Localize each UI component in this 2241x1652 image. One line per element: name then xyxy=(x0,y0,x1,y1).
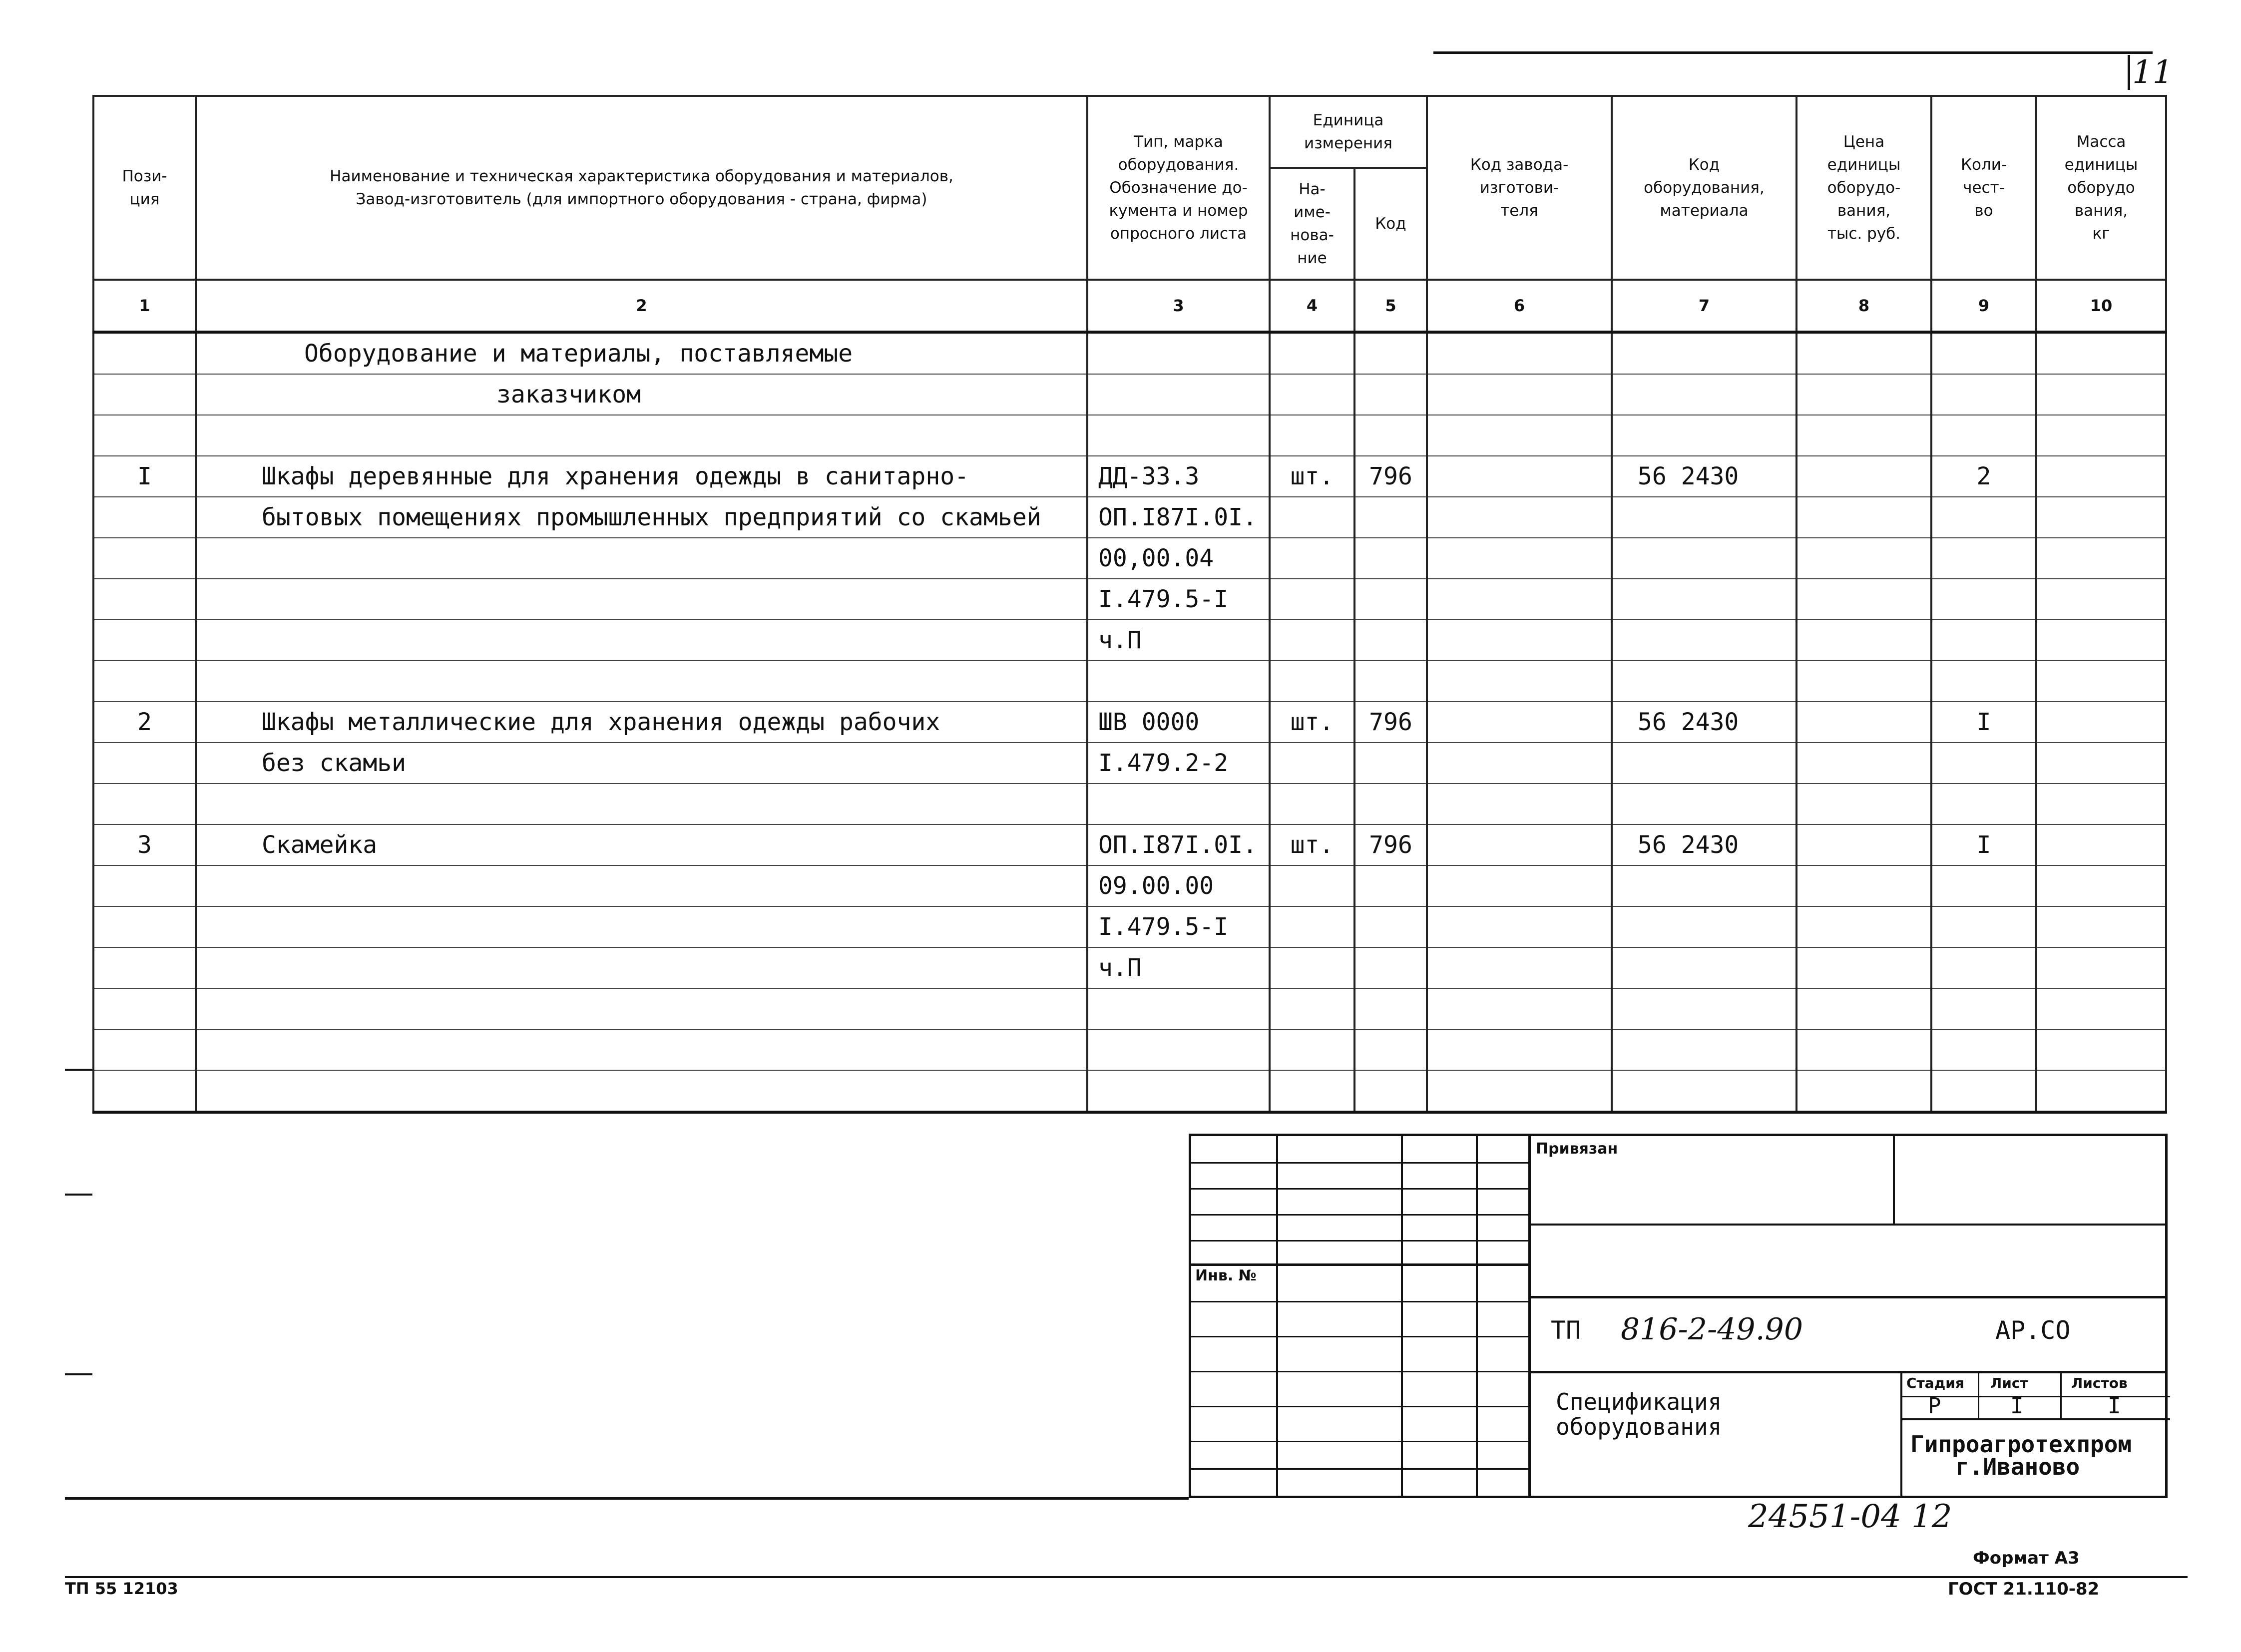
equipment-code-cell: 56 2430 xyxy=(1612,825,1796,865)
price-cell xyxy=(1796,825,1931,865)
type-cell: ч.П xyxy=(1087,947,1270,988)
quantity-cell xyxy=(1931,332,2036,374)
mass-cell xyxy=(2036,784,2166,825)
quantity-cell xyxy=(1931,1070,2036,1112)
col-number-8: 8 xyxy=(1796,280,1931,332)
plant-code-cell xyxy=(1427,497,1612,538)
unit-name-cell xyxy=(1270,620,1354,661)
mass-cell xyxy=(2036,374,2166,415)
price-cell xyxy=(1796,906,1931,947)
position-cell: I xyxy=(93,456,196,497)
header-line: На- xyxy=(1299,180,1326,198)
header-line: нова- xyxy=(1290,226,1334,244)
doc-mark: АР.СО xyxy=(1995,1316,2071,1345)
unit-name-cell: шт. xyxy=(1270,825,1354,865)
plant-code-cell xyxy=(1427,620,1612,661)
stage-value: Р xyxy=(1928,1393,1941,1419)
price-cell xyxy=(1796,456,1931,497)
price-cell xyxy=(1796,620,1931,661)
name-cell xyxy=(196,906,1087,947)
header-line: во xyxy=(1974,202,1993,220)
header-line: оборудо- xyxy=(1827,179,1901,197)
doc-title-line1: Спецификация xyxy=(1556,1388,1722,1415)
plant-code-cell xyxy=(1427,784,1612,825)
type-cell xyxy=(1087,988,1270,1029)
table-row xyxy=(93,661,2166,702)
header-price xyxy=(1796,96,1931,280)
header-line: кг xyxy=(2092,225,2110,243)
unit-code-cell: 796 xyxy=(1354,456,1427,497)
unit-name-cell: шт. xyxy=(1270,456,1354,497)
position-cell xyxy=(93,1070,196,1112)
col-number-10: 10 xyxy=(2036,280,2166,332)
type-cell: I.479.5-I xyxy=(1087,579,1270,620)
quantity-cell xyxy=(1931,620,2036,661)
unit-code-cell xyxy=(1354,784,1427,825)
position-cell xyxy=(93,865,196,906)
position-cell xyxy=(93,374,196,415)
unit-name-cell xyxy=(1270,784,1354,825)
equipment-code-cell xyxy=(1612,661,1796,702)
margin-tick xyxy=(65,1373,92,1375)
header-line: Обозначение до- xyxy=(1109,179,1248,197)
header-position xyxy=(93,96,196,280)
position-cell: 3 xyxy=(93,825,196,865)
specification-table xyxy=(92,95,2167,1114)
table-row xyxy=(93,579,2166,620)
table-row xyxy=(93,538,2166,579)
archive-number: 24551-04 12 xyxy=(1748,1498,1952,1535)
quantity-cell xyxy=(1931,374,2036,415)
position-cell: 2 xyxy=(93,702,196,743)
margin-tick xyxy=(65,1069,92,1071)
mass-cell xyxy=(2036,988,2166,1029)
price-cell xyxy=(1796,661,1931,702)
header-line: ние xyxy=(1297,249,1327,267)
quantity-cell xyxy=(1931,579,2036,620)
plant-code-cell xyxy=(1427,1070,1612,1112)
equipment-code-cell xyxy=(1612,497,1796,538)
type-cell: I.479.5-I xyxy=(1087,906,1270,947)
name-cell xyxy=(196,947,1087,988)
equipment-code-cell xyxy=(1612,332,1796,374)
unit-name-cell xyxy=(1270,332,1354,374)
unit-name-cell xyxy=(1270,743,1354,784)
name-cell: Скамейка xyxy=(196,825,1087,865)
quantity-cell: I xyxy=(1931,825,2036,865)
plant-code-cell xyxy=(1427,988,1612,1029)
unit-code-cell xyxy=(1354,538,1427,579)
unit-name-cell xyxy=(1270,988,1354,1029)
bottom-rule xyxy=(65,1497,1189,1500)
plant-code-cell xyxy=(1427,865,1612,906)
quantity-cell xyxy=(1931,538,2036,579)
header-line: материала xyxy=(1660,202,1749,220)
type-cell xyxy=(1087,415,1270,456)
name-cell: Оборудование и материалы, поставляемые xyxy=(196,332,1087,374)
table-row xyxy=(93,497,2166,538)
top-rule xyxy=(1433,51,2153,54)
unit-name-cell xyxy=(1270,538,1354,579)
format-label: Формат А3 xyxy=(1973,1548,2080,1568)
plant-code-cell xyxy=(1427,947,1612,988)
type-cell xyxy=(1087,1070,1270,1112)
table-row xyxy=(93,374,2166,415)
type-cell: ОП.I87I.0I. xyxy=(1087,497,1270,538)
position-cell xyxy=(93,579,196,620)
unit-name-cell xyxy=(1270,661,1354,702)
header-line: изготови- xyxy=(1479,179,1559,197)
quantity-cell xyxy=(1931,497,2036,538)
unit-code-cell: 796 xyxy=(1354,825,1427,865)
unit-code-cell xyxy=(1354,1070,1427,1112)
plant-code-cell xyxy=(1427,702,1612,743)
quantity-cell xyxy=(1931,743,2036,784)
name-cell xyxy=(196,1029,1087,1070)
unit-code-cell xyxy=(1354,620,1427,661)
col-number-1: 1 xyxy=(93,280,196,332)
equipment-code-cell xyxy=(1612,988,1796,1029)
header-line: тыс. руб. xyxy=(1827,225,1901,243)
unit-name-cell xyxy=(1270,865,1354,906)
unit-name-cell: шт. xyxy=(1270,702,1354,743)
mass-cell xyxy=(2036,497,2166,538)
doc-prefix: ТП xyxy=(1551,1316,1581,1345)
title-block xyxy=(1189,1134,2168,1498)
equipment-code-cell xyxy=(1612,620,1796,661)
equipment-code-cell xyxy=(1612,1029,1796,1070)
header-quantity xyxy=(1931,96,2036,280)
mass-cell xyxy=(2036,906,2166,947)
mass-cell xyxy=(2036,620,2166,661)
header-line: ция xyxy=(129,190,160,208)
table-row xyxy=(93,1029,2166,1070)
mass-cell xyxy=(2036,456,2166,497)
sheet-value: I xyxy=(2010,1393,2024,1419)
unit-name-cell xyxy=(1270,1029,1354,1070)
sheets-label: Листов xyxy=(2071,1375,2128,1391)
footer-rule xyxy=(65,1576,2188,1578)
name-cell: без скамьи xyxy=(196,743,1087,784)
unit-code-cell: 796 xyxy=(1354,702,1427,743)
name-cell xyxy=(196,538,1087,579)
mass-cell xyxy=(2036,825,2166,865)
table-row xyxy=(93,784,2166,825)
equipment-code-cell: 56 2430 xyxy=(1612,702,1796,743)
header-line: кумента и номер xyxy=(1109,202,1248,220)
col-number-2: 2 xyxy=(196,280,1087,332)
name-cell xyxy=(196,579,1087,620)
header-line: измерения xyxy=(1304,134,1392,152)
name-cell xyxy=(196,1070,1087,1112)
quantity-cell xyxy=(1931,784,2036,825)
plant-code-cell xyxy=(1427,825,1612,865)
name-cell xyxy=(196,661,1087,702)
quantity-cell xyxy=(1931,415,2036,456)
type-cell xyxy=(1087,374,1270,415)
unit-code-cell xyxy=(1354,1029,1427,1070)
header-line: вания, xyxy=(1837,202,1891,220)
equipment-code-cell xyxy=(1612,415,1796,456)
position-cell xyxy=(93,743,196,784)
name-cell xyxy=(196,865,1087,906)
mass-cell xyxy=(2036,415,2166,456)
header-line: Пози- xyxy=(122,167,167,185)
unit-code-cell xyxy=(1354,579,1427,620)
header-line: вания, xyxy=(2074,202,2128,220)
type-cell xyxy=(1087,1029,1270,1070)
table-row xyxy=(93,865,2166,906)
type-cell: 00,00.04 xyxy=(1087,538,1270,579)
price-cell xyxy=(1796,332,1931,374)
header-line: опросного листа xyxy=(1110,225,1247,243)
mass-cell xyxy=(2036,865,2166,906)
quantity-cell xyxy=(1931,865,2036,906)
col-number-3: 3 xyxy=(1087,280,1270,332)
header-plant-code xyxy=(1427,96,1612,280)
header-line: единицы xyxy=(1827,156,1901,174)
equipment-code-cell xyxy=(1612,865,1796,906)
name-cell xyxy=(196,784,1087,825)
position-cell xyxy=(93,1029,196,1070)
quantity-cell xyxy=(1931,661,2036,702)
plant-code-cell xyxy=(1427,332,1612,374)
col-number-5: 5 xyxy=(1354,280,1427,332)
quantity-cell: I xyxy=(1931,702,2036,743)
position-cell xyxy=(93,538,196,579)
sheet-label: Лист xyxy=(1990,1375,2028,1391)
name-cell: Шкафы деревянные для хранения одежды в санитарно- xyxy=(196,456,1087,497)
type-cell xyxy=(1087,784,1270,825)
plant-code-cell xyxy=(1427,538,1612,579)
quantity-cell xyxy=(1931,947,2036,988)
doc-title-line2: оборудования xyxy=(1556,1413,1722,1440)
header-line: Коли- xyxy=(1960,156,2007,174)
plant-code-cell xyxy=(1427,661,1612,702)
header-unit-group xyxy=(1270,96,1427,168)
col-number-4: 4 xyxy=(1270,280,1354,332)
header-equipment-code xyxy=(1612,96,1796,280)
mass-cell xyxy=(2036,947,2166,988)
quantity-cell: 2 xyxy=(1931,456,2036,497)
table-row xyxy=(93,456,2166,497)
header-line: Тип, марка xyxy=(1134,133,1223,151)
header-line: оборудования. xyxy=(1118,156,1239,174)
name-cell: заказчиком xyxy=(196,374,1087,415)
price-cell xyxy=(1796,988,1931,1029)
col-number-7: 7 xyxy=(1612,280,1796,332)
unit-code-cell xyxy=(1354,497,1427,538)
header-line: Завод-изготовитель (для импортного оборудования - страна, фирма) xyxy=(356,190,927,208)
equipment-code-cell xyxy=(1612,906,1796,947)
table-row xyxy=(93,743,2166,784)
header-line: Код xyxy=(1688,156,1720,174)
price-cell xyxy=(1796,415,1931,456)
unit-code-cell xyxy=(1354,865,1427,906)
equipment-code-cell xyxy=(1612,1070,1796,1112)
table-row xyxy=(93,988,2166,1029)
unit-code-cell xyxy=(1354,906,1427,947)
mass-cell xyxy=(2036,1029,2166,1070)
unit-name-cell xyxy=(1270,374,1354,415)
sheet-number: 11 xyxy=(2128,55,2175,90)
position-cell xyxy=(93,906,196,947)
name-cell: бытовых помещениях промышленных предприятий со скамьей xyxy=(196,497,1087,538)
plant-code-cell xyxy=(1427,456,1612,497)
price-cell xyxy=(1796,743,1931,784)
unit-name-cell xyxy=(1270,415,1354,456)
position-cell xyxy=(93,988,196,1029)
doc-number: 816-2-49.90 xyxy=(1621,1312,1803,1347)
unit-code-cell xyxy=(1354,415,1427,456)
equipment-code-cell xyxy=(1612,579,1796,620)
equipment-code-cell xyxy=(1612,743,1796,784)
organization-name: Гипроагротехпром xyxy=(1910,1431,2132,1458)
price-cell xyxy=(1796,538,1931,579)
quantity-cell xyxy=(1931,906,2036,947)
unit-code-cell xyxy=(1354,332,1427,374)
price-cell xyxy=(1796,865,1931,906)
plant-code-cell xyxy=(1427,1029,1612,1070)
plant-code-cell xyxy=(1427,743,1612,784)
mass-cell xyxy=(2036,702,2166,743)
equipment-code-cell xyxy=(1612,538,1796,579)
position-cell xyxy=(93,661,196,702)
header-line: оборудования, xyxy=(1644,179,1765,197)
privyazan-label: Привязан xyxy=(1536,1140,1618,1158)
name-cell xyxy=(196,988,1087,1029)
equipment-code-cell xyxy=(1612,784,1796,825)
price-cell xyxy=(1796,1029,1931,1070)
plant-code-cell xyxy=(1427,374,1612,415)
mass-cell xyxy=(2036,332,2166,374)
header-line: оборудо xyxy=(2067,179,2135,197)
price-cell xyxy=(1796,374,1931,415)
stage-label: Стадия xyxy=(1906,1375,1964,1391)
mass-cell xyxy=(2036,743,2166,784)
position-cell xyxy=(93,620,196,661)
table-row xyxy=(93,947,2166,988)
unit-name-cell xyxy=(1270,497,1354,538)
col-number-9: 9 xyxy=(1931,280,2036,332)
organization-city: г.Иваново xyxy=(1955,1453,2080,1480)
header-unit-name xyxy=(1270,168,1354,280)
header-line: Наименование и техническая характеристика оборудования и материалов, xyxy=(330,167,953,185)
mass-cell xyxy=(2036,1070,2166,1112)
type-cell: ч.П xyxy=(1087,620,1270,661)
quantity-cell xyxy=(1931,1029,2036,1070)
price-cell xyxy=(1796,947,1931,988)
table-row xyxy=(93,332,2166,374)
position-cell xyxy=(93,947,196,988)
unit-code-cell xyxy=(1354,661,1427,702)
unit-code-cell xyxy=(1354,947,1427,988)
header-line: име- xyxy=(1294,203,1331,221)
unit-name-cell xyxy=(1270,947,1354,988)
price-cell xyxy=(1796,1070,1931,1112)
inventory-number-label: Инв. № xyxy=(1195,1267,1257,1284)
gost-label: ГОСТ 21.110-82 xyxy=(1948,1579,2100,1599)
price-cell xyxy=(1796,579,1931,620)
table-row xyxy=(93,620,2166,661)
type-cell xyxy=(1087,332,1270,374)
type-cell: ДД-33.3 xyxy=(1087,456,1270,497)
header-line: чест- xyxy=(1963,179,2005,197)
type-cell: ШВ 0000 xyxy=(1087,702,1270,743)
type-cell: ОП.I87I.0I. xyxy=(1087,825,1270,865)
unit-name-cell xyxy=(1270,906,1354,947)
position-cell xyxy=(93,332,196,374)
header-line: единицы xyxy=(2064,156,2138,174)
name-cell xyxy=(196,620,1087,661)
unit-code-cell xyxy=(1354,743,1427,784)
table-row xyxy=(93,415,2166,456)
table-row xyxy=(93,825,2166,865)
sheets-value: I xyxy=(2108,1393,2121,1419)
table-row xyxy=(93,1070,2166,1112)
tp-code: ТП 55 12103 xyxy=(65,1579,178,1598)
name-cell: Шкафы металлические для хранения одежды рабочих xyxy=(196,702,1087,743)
header-unit-code: Код xyxy=(1354,168,1427,280)
header-type xyxy=(1087,96,1270,280)
mass-cell xyxy=(2036,579,2166,620)
unit-code-cell xyxy=(1354,988,1427,1029)
quantity-cell xyxy=(1931,988,2036,1029)
name-cell xyxy=(196,415,1087,456)
price-cell xyxy=(1796,702,1931,743)
unit-code-cell xyxy=(1354,374,1427,415)
header-line: Цена xyxy=(1843,133,1885,151)
equipment-code-cell: 56 2430 xyxy=(1612,456,1796,497)
header-line: Масса xyxy=(2076,133,2126,151)
col-number-6: 6 xyxy=(1427,280,1612,332)
unit-name-cell xyxy=(1270,579,1354,620)
specification-body xyxy=(93,332,2166,1112)
equipment-code-cell xyxy=(1612,947,1796,988)
header-line: теля xyxy=(1500,202,1538,220)
price-cell xyxy=(1796,784,1931,825)
type-cell xyxy=(1087,661,1270,702)
plant-code-cell xyxy=(1427,906,1612,947)
type-cell: 09.00.00 xyxy=(1087,865,1270,906)
plant-code-cell xyxy=(1427,415,1612,456)
margin-tick xyxy=(65,1194,92,1196)
header-name xyxy=(196,96,1087,280)
plant-code-cell xyxy=(1427,579,1612,620)
equipment-code-cell xyxy=(1612,374,1796,415)
unit-name-cell xyxy=(1270,1070,1354,1112)
price-cell xyxy=(1796,497,1931,538)
table-row xyxy=(93,906,2166,947)
mass-cell xyxy=(2036,661,2166,702)
header-mass xyxy=(2036,96,2166,280)
table-row xyxy=(93,702,2166,743)
header-line: Код завода- xyxy=(1470,156,1569,174)
position-cell xyxy=(93,497,196,538)
position-cell xyxy=(93,784,196,825)
header-line: Единица xyxy=(1313,111,1384,129)
position-cell xyxy=(93,415,196,456)
type-cell: I.479.2-2 xyxy=(1087,743,1270,784)
mass-cell xyxy=(2036,538,2166,579)
